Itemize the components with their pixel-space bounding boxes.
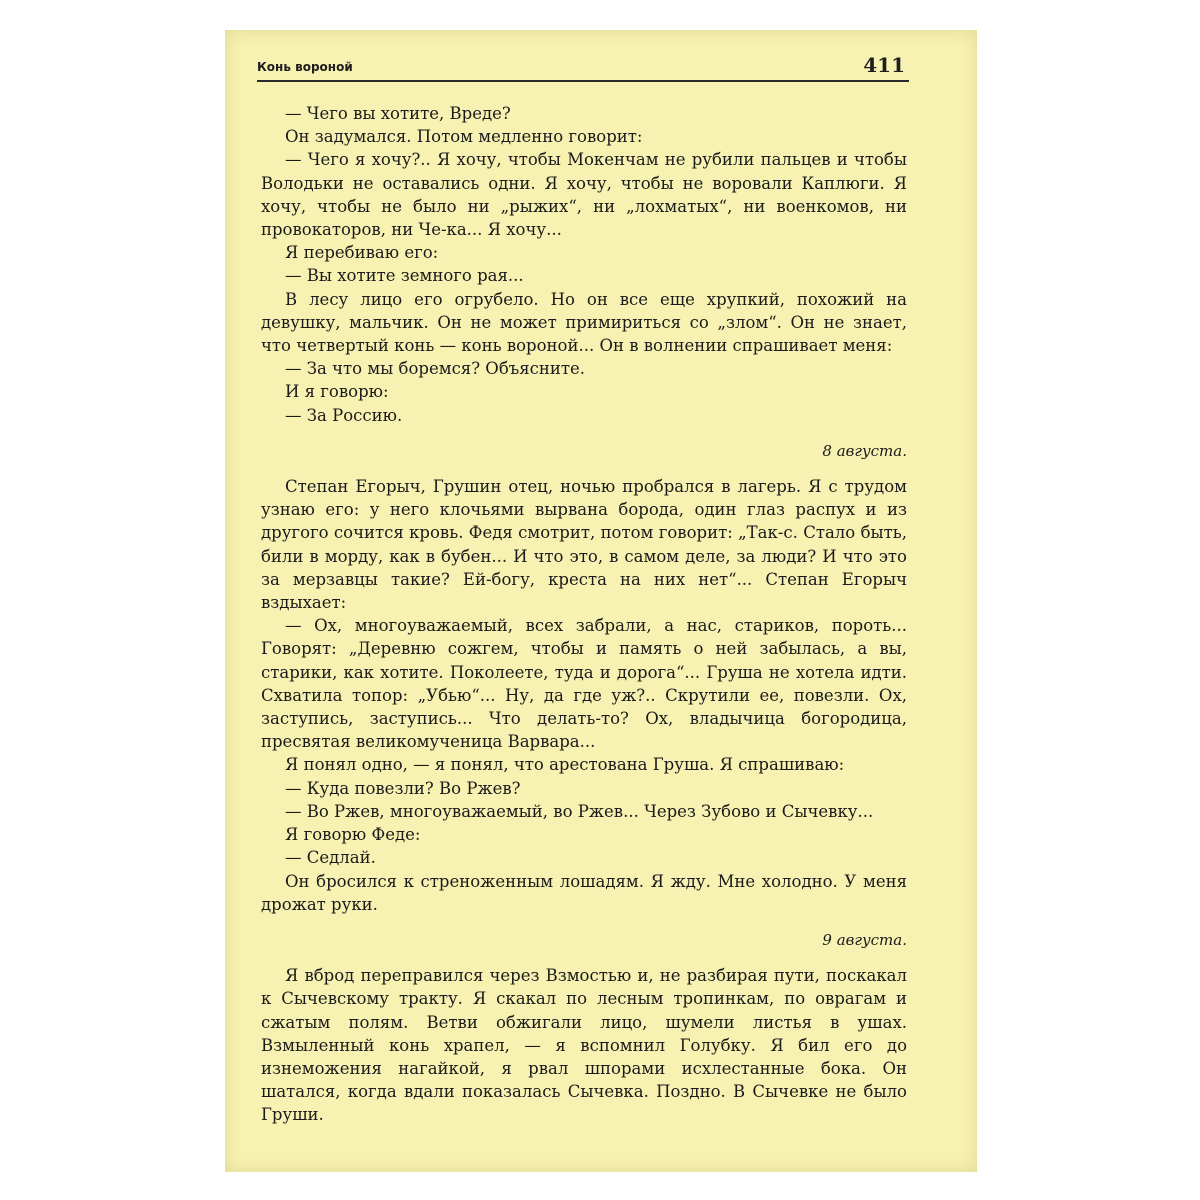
paragraph: Я понял одно, — я понял, что арестована Груша. Я спрашиваю: [285, 755, 845, 775]
paragraph: — Чего вы хотите, Вреде? [285, 104, 511, 123]
paragraph: — За Россию. [285, 405, 403, 425]
paragraph: Я говорю Феде: [285, 825, 421, 845]
page-header [257, 42, 909, 82]
paragraph: — Вы хотите земного рая... [285, 266, 524, 286]
paragraph: — За что мы боремся? Объясните. [285, 359, 586, 379]
diary-date: 8 августа. [822, 441, 907, 460]
diary-date: 9 августа. [822, 930, 907, 949]
paragraph: — Чего я хочу?.. Я хочу, чтобы Мокенчам не рубили пальцев и чтобы Володьки не оставались одни. Я хочу, чтобы не воровали Каплюги. Я хочу, чтобы не было ни „рыжих“, ни „лохматых“, ни военкомов, ни провокаторов, ни Че-ка... Я хочу... [261, 150, 907, 240]
book-page [225, 30, 977, 1172]
paragraph: — Куда повезли? Во Ржев? [285, 778, 521, 798]
paragraph: — Седлай. [285, 848, 376, 868]
paragraph: — Ох, многоуважаемый, всех забрали, а нас, стариков, пороть... Говорят: „Деревню сожгем, чтобы и память о ней забылась, а вы, старики, как хотите. Поколеете, туда и дорога“... Груша не хотела идти. Схватила топор: „Убью“... Ну, да где уж?.. Скрутили ее, повезли. Ох, заступись, заступись... Что делать-то? Ох, владычица богородица, пресвятая великомученица Варвара... [261, 616, 907, 752]
paragraph: Он задумался. Потом медленно говорит: [285, 127, 643, 147]
paragraph: И я говорю: [285, 382, 389, 402]
paragraph: Он бросился к стреноженным лошадям. Я жду. Мне холодно. У меня дрожат руки. [261, 871, 907, 914]
paragraph: В лесу лицо его огрубело. Но он все еще хрупкий, похожий на девушку, мальчик. Он не может примириться со „злом“. Он не знает, что четвертый конь — конь вороной... Он в волнении спрашивает меня: [261, 289, 907, 356]
page-number: 411 [863, 53, 905, 77]
body-text [261, 102, 907, 1127]
paragraph: Степан Егорыч, Грушин отец, ночью пробрался в лагерь. Я с трудом узнаю его: у него клочьями вырвана борода, один глаз распух и из другого сочится кровь. Федя смотрит, потом говорит: „Так-с. Стало быть, били в морду, как в бубен... И что это, в самом деле, за люди? И что это за мерзавцы такие? Ей-богу, креста на них нет“... Степан Егорыч вздыхает: [261, 477, 907, 613]
paragraph: Я вброд переправился через Взмостью и, не разбирая пути, поскакал к Сычевскому тракту. Я скакал по лесным тропинкам, по оврагам и сжатым полям. Ветви обжигали лицо, шумели листья в ушах. Взмыленный конь храпел, — я вспомнил Голубку. Я бил его до изнеможения нагайкой, я рвал шпорами исхлестанные бока. Он шатался, когда вдали показалась Сычевка. Поздно. В Сычевке не было Груши. [261, 966, 907, 1125]
paragraph: Я перебиваю его: [285, 243, 439, 263]
paragraph: — Во Ржев, многоуважаемый, во Ржев... Через Зубово и Сычевку... [285, 801, 874, 821]
running-head: Конь вороной [257, 60, 353, 74]
